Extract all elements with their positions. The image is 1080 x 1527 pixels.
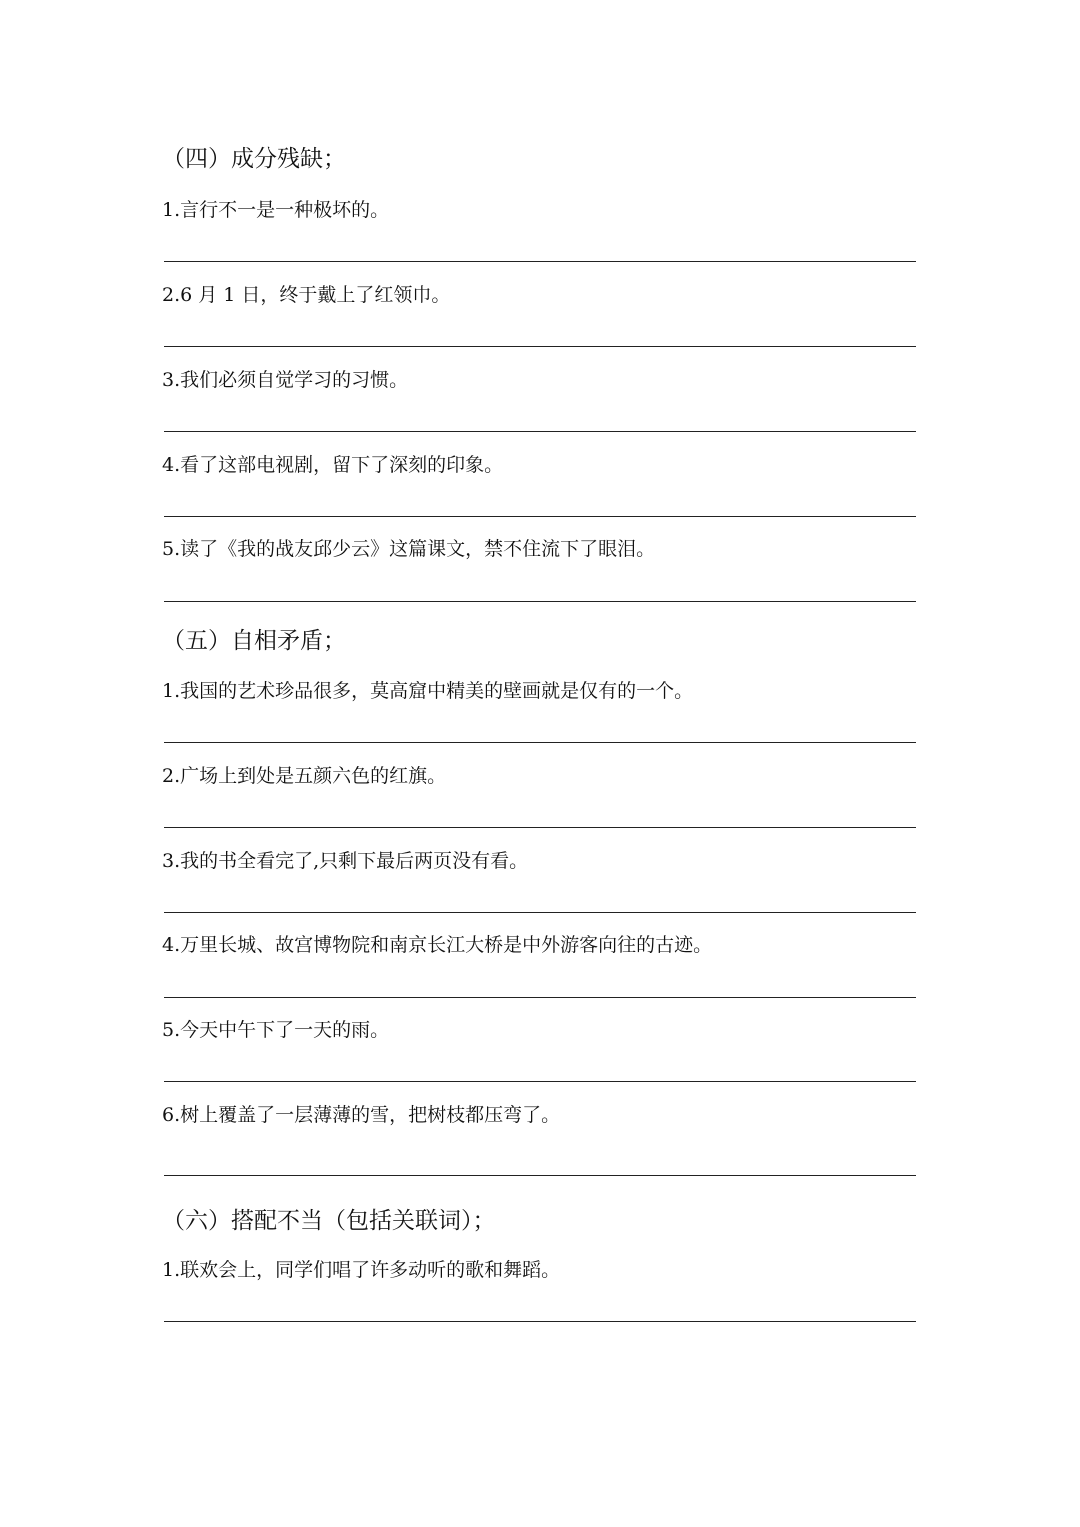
question-5-3: 3.我的书全看完了,只剩下最后两页没有看。 — [162, 850, 529, 872]
answer-line-4-3[interactable] — [164, 431, 916, 432]
question-4-1: 1.言行不一是一种极坏的。 — [162, 199, 390, 221]
answer-line-4-2[interactable] — [164, 346, 916, 347]
question-4-4: 4.看了这部电视剧，留下了深刻的印象。 — [162, 454, 504, 476]
question-5-1: 1.我国的艺术珍品很多，莫高窟中精美的壁画就是仅有的一个。 — [162, 680, 694, 702]
answer-line-4-1[interactable] — [164, 261, 916, 262]
answer-line-5-6[interactable] — [164, 1175, 916, 1176]
question-4-3: 3.我们必须自觉学习的习惯。 — [162, 369, 409, 391]
section-heading-5: （五）自相矛盾； — [162, 628, 346, 654]
answer-line-5-5[interactable] — [164, 1081, 916, 1082]
answer-line-4-5[interactable] — [164, 601, 916, 602]
answer-line-5-2[interactable] — [164, 827, 916, 828]
answer-line-4-4[interactable] — [164, 516, 916, 517]
question-4-2: 2.6 月 1 日，终于戴上了红领巾。 — [162, 284, 451, 306]
question-5-5: 5.今天中午下了一天的雨。 — [162, 1019, 390, 1041]
section-heading-6: （六）搭配不当（包括关联词）； — [162, 1208, 496, 1234]
question-6-1: 1.联欢会上，同学们唱了许多动听的歌和舞蹈。 — [162, 1259, 561, 1281]
answer-line-6-1[interactable] — [164, 1321, 916, 1322]
question-4-5: 5.读了《我的战友邱少云》这篇课文，禁不住流下了眼泪。 — [162, 538, 656, 560]
question-5-6: 6.树上覆盖了一层薄薄的雪，把树枝都压弯了。 — [162, 1104, 561, 1126]
question-5-4: 4.万里长城、故宫博物院和南京长江大桥是中外游客向往的古迹。 — [162, 934, 713, 956]
section-heading-4: （四）成分残缺； — [162, 146, 346, 172]
answer-line-5-3[interactable] — [164, 912, 916, 913]
answer-line-5-4[interactable] — [164, 997, 916, 998]
answer-line-5-1[interactable] — [164, 742, 916, 743]
question-5-2: 2.广场上到处是五颜六色的红旗。 — [162, 765, 447, 787]
